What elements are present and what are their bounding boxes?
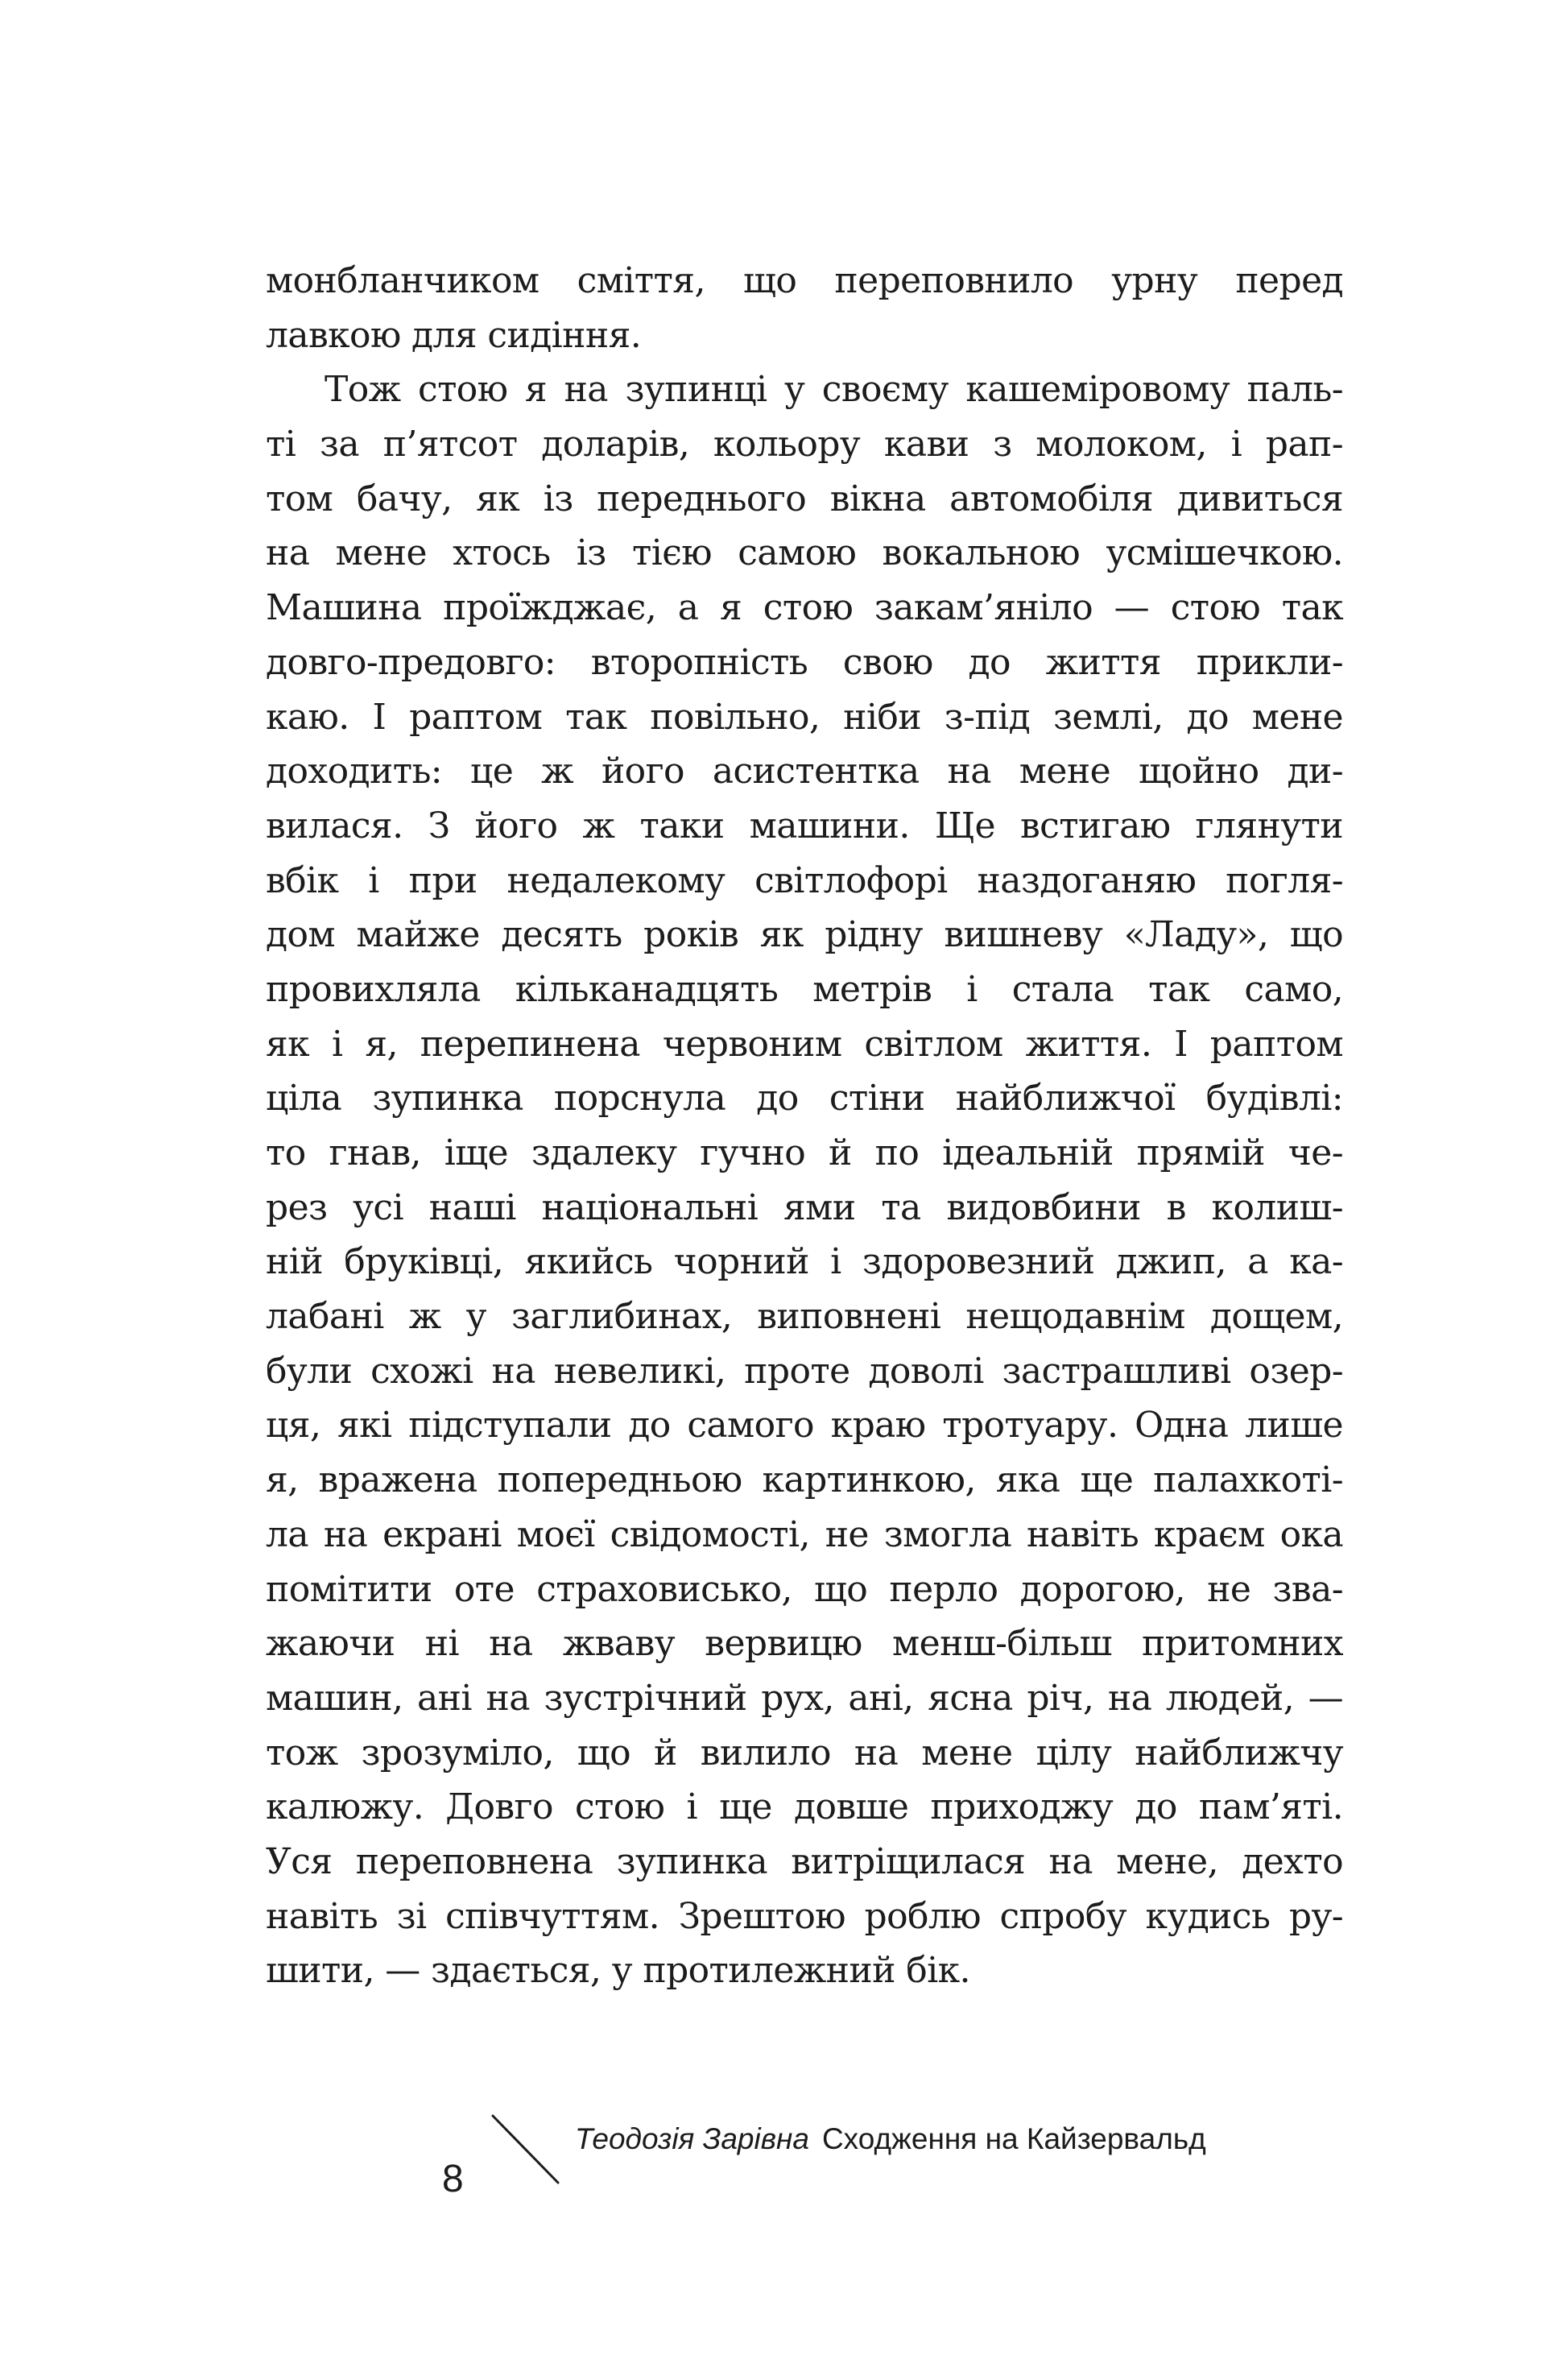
text-line: вилася. З його ж таки машини. Ще встигаю глянути — [266, 805, 1343, 846]
text-line: вбік і при недалекому світлофорі наздоганяю погля- — [266, 859, 1343, 901]
text-line: рез усі наші національні ями та видовбини в колиш- — [266, 1186, 1343, 1228]
text-line: на мене хтось із тією самою вокальною усмішечкою. — [266, 532, 1343, 574]
text-line: то гнав, іще здалеку гучно й по ідеальній прямій че- — [266, 1132, 1343, 1173]
text-line: жаючи ні на жваву вервицю менш-більш притомних — [266, 1623, 1343, 1665]
text-line: провихляла кільканадцять метрів і стала так само, — [266, 968, 1343, 1010]
footer-author: Теодозія Зарівна — [575, 2122, 809, 2155]
text-line: ла на екрані моєї свідомості, не змогла навіть краєм ока — [266, 1513, 1343, 1555]
text-line: ній бруківці, якийсь чорний і здоровезний джип, а ка- — [266, 1241, 1343, 1283]
text-line: монбланчиком сміття, що переповнило урну перед — [266, 260, 1343, 301]
page-number: 8 — [442, 2158, 464, 2200]
text-line: були схожі на невеликі, проте доволі застрашливі озер- — [266, 1350, 1343, 1392]
text-line: машин, ані на зустрічний рух, ані, ясна річ, на людей, — — [266, 1677, 1343, 1719]
text-line: ця, які підступали до самого краю тротуару. Одна лише — [266, 1405, 1343, 1447]
body-text — [266, 254, 1343, 1998]
text-line: помітити оте страховисько, що перло дорогою, не зва- — [266, 1568, 1343, 1610]
text-line: довго-предовго: второпність свою до життя прикли- — [266, 641, 1343, 683]
running-footer — [575, 2121, 1206, 2157]
text-line: Тож стою я на зупинці у своєму кашеміровому паль- — [324, 369, 1343, 411]
text-line: я, вражена попередньою картинкою, яка ще палахкоті- — [266, 1459, 1343, 1501]
text-line: Уся переповнена зупинка витріщилася на мене, дехто — [266, 1840, 1343, 1882]
text-line: тож зрозуміло, що й вилило на мене цілу найближчу — [266, 1732, 1343, 1774]
text-line: Машина проїжджає, а я стою закам’яніло — стою так — [266, 587, 1343, 629]
text-line: як і я, перепинена червоним світлом життя. І раптом — [266, 1023, 1343, 1065]
text-line: каю. І раптом так повільно, ніби з-під землі, до мене — [266, 696, 1343, 738]
text-line: калюжу. Довго стою і ще довше приходжу до пам’яті. — [266, 1786, 1343, 1828]
text-line: ціла зупинка порснула до стіни найближчої будівлі: — [266, 1078, 1343, 1120]
text-line: том бачу, як із переднього вікна автомобіля дивиться — [266, 478, 1343, 519]
text-line: дом майже десять років як рідну вишневу «Ладу», що — [266, 914, 1343, 956]
text-line: лабані ж у заглибинах, виповнені нещодавнім дощем, — [266, 1296, 1343, 1338]
footer-book-title: Сходження на Кайзервальд — [821, 2122, 1206, 2155]
text-line: доходить: це ж його асистентка на мене щойно ди- — [266, 751, 1343, 793]
text-line: шити, — здається, у протилежний бік. — [266, 1950, 970, 1992]
text-line: лавкою для сидіння. — [266, 314, 642, 356]
text-line: навіть зі співчуттям. Зрештою роблю спробу кудись ру- — [266, 1895, 1343, 1937]
text-line: ті за п’ятсот доларів, кольору кави з молоком, і рап- — [266, 424, 1343, 466]
